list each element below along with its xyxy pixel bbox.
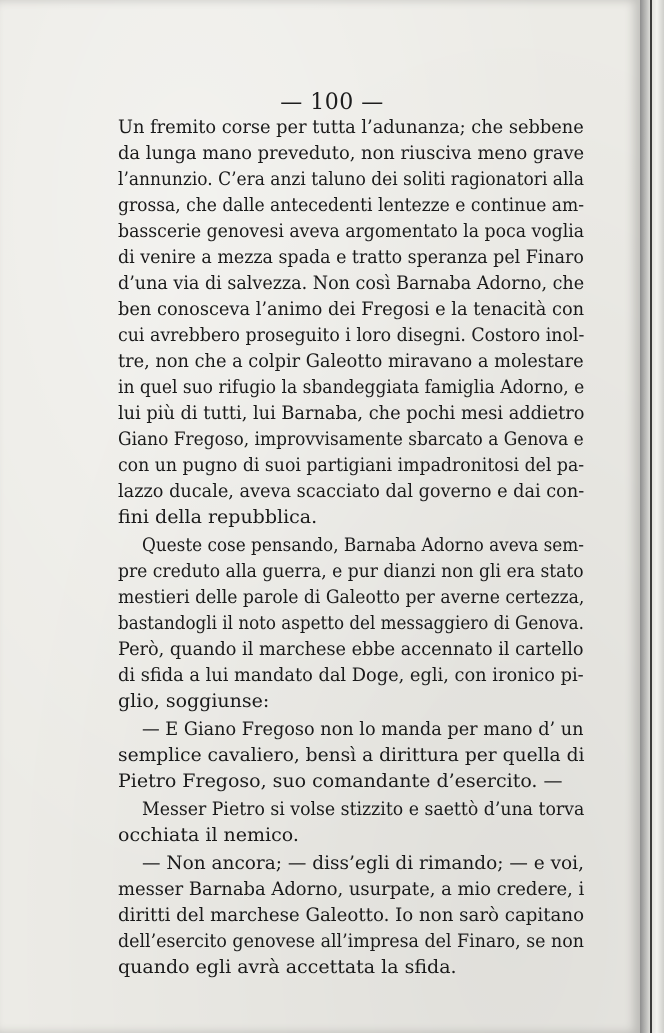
text-line: occhiata il nemico. [118,824,299,846]
text-line: Messer Pietro si volse stizzito e saettò d’una torva [142,798,585,820]
text-line: da lunga mano preveduto, non riusciva meno grave [118,142,585,164]
text-line: semplice cavaliero, bensì a dirittura per quella di [118,744,585,766]
page-edge-line [650,0,652,1033]
text-line: — E Giano Fregoso non lo manda per mano d’ un [142,718,584,740]
text-line: messer Barnaba Adorno, usurpate, a mio credere, i [118,878,585,900]
text-line: di sfida a lui mandato dal Doge, egli, con ironico pi- [118,664,584,686]
text-line: lui più di tutti, lui Barnaba, che pochi mesi addietro [118,402,585,424]
text-line: glio, soggiunse: [118,690,270,712]
text-line: pre creduto alla guerra, e pur dianzi non gli era stato [118,560,584,582]
text-line: Pietro Fregoso, suo comandante d’esercito. — [118,770,563,792]
text-line: grossa, che dalle antecedenti lentezze e continue am- [118,194,585,216]
text-line: Giano Fregoso, improvvisamente sbarcato a Genova e [118,428,584,450]
text-line: quando egli avrà accettata la sfida. [118,956,457,978]
text-line: tre, non che a colpir Galeotto miravano a molestare [118,350,584,372]
text-line: l’annunzio. C’era anzi taluno dei soliti ragionatori alla [118,168,584,190]
text-line: d’una via di salvezza. Non così Barnaba Adorno, che [118,272,585,294]
text-line: — Non ancora; — diss’egli di rimando; — e voi, [142,852,584,874]
text-line: in quel suo rifugio la sbandeggiata famiglia Adorno, e [118,376,585,398]
page-number: — 100 — [280,90,384,115]
text-line: lazzo ducale, aveva scacciato dal governo e dai con- [118,480,585,502]
text-line: Però, quando il marchese ebbe accennato il cartello [118,638,584,660]
text-line: bastandogli il noto aspetto del messaggiero di Genova. [118,612,584,634]
text-line: di venire a mezza spada e tratto speranza pel Finaro [118,246,584,268]
text-line: cui avrebbero proseguito i loro disegni. Costoro inol- [118,324,585,346]
text-line: basscerie genovesi aveva argomentato la poca voglia [118,220,585,242]
text-line: fini della repubblica. [118,506,318,528]
text-line: con un pugno di suoi partigiani impadronitosi del pa- [118,454,585,476]
text-line: mestieri delle parole di Galeotto per averne certezza, [118,586,585,608]
text-line: diritti del marchese Galeotto. Io non sarò capitano [118,904,585,926]
page-edge [640,0,664,1033]
text-line: Un fremito corse per tutta l’adunanza; che sebbene [118,116,584,138]
text-line: ben conosceva l’animo dei Fregosi e la tenacità con [118,298,585,320]
text-line: Queste cose pensando, Barnaba Adorno aveva sem- [142,534,584,556]
text-line: dell’esercito genovese all’impresa del Finaro, se non [118,930,584,952]
